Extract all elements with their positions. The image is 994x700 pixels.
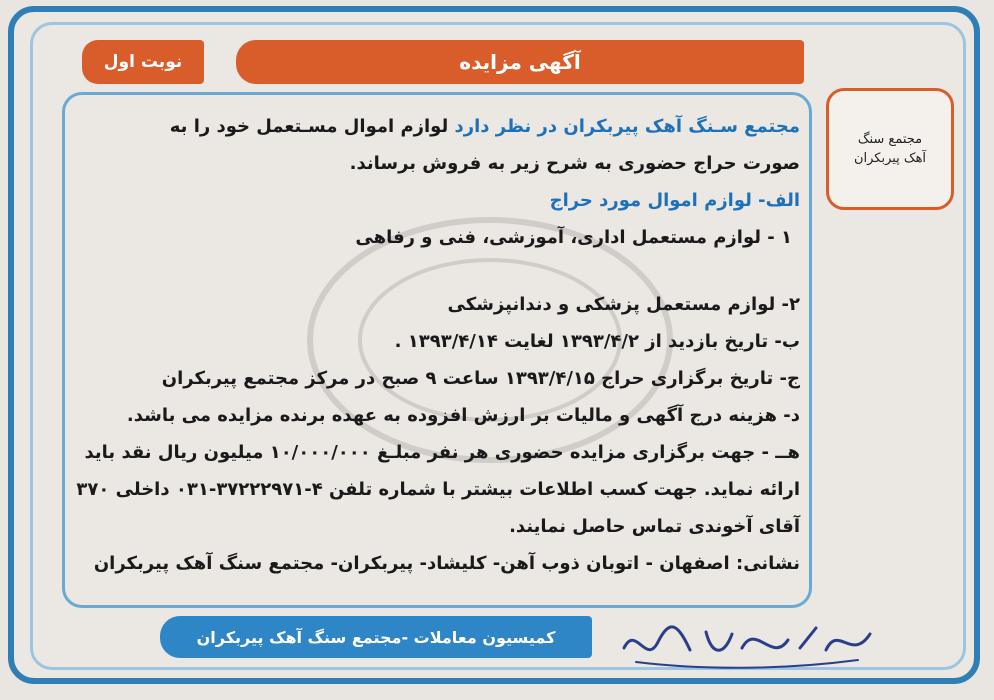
- org-box: [826, 88, 954, 210]
- item-1: ۱ - لوازم مستعمل اداری، آموزشی، فنی و رفاهی: [355, 227, 792, 248]
- intro-highlight: مجتمع سـنگ آهک پیربکران در نظر دارد: [454, 116, 800, 137]
- clause-d: د- هزینه درج آگهی و مالیات بر ارزش افزوده به عهده برنده مزایده می باشد.: [126, 405, 800, 426]
- clause-j: ج- تاریخ برگزاری حراج ۱۳۹۳/۴/۱۵ ساعت ۹ صبح در مرکز مجتمع پیربکران: [161, 368, 800, 389]
- turn-badge: [82, 40, 204, 84]
- intro-line-1: [60, 108, 800, 145]
- intro-rest: لوازم اموال مسـتعمل خود را به: [169, 116, 449, 137]
- clause-b: ب- تاریخ بازدید از ۱۳۹۳/۴/۲ لغایت ۱۳۹۳/۴/۱۴ .: [394, 331, 800, 352]
- item-2: ۲- لوازم مستعمل پزشکی و دندانپزشکی: [447, 294, 800, 315]
- ad-title: آگهی مزایده: [459, 50, 581, 74]
- handwritten-signature-icon: [612, 604, 882, 676]
- turn-label: نوبت اول: [103, 52, 183, 72]
- clause-h-3: آقای آخوندی تماس حاصل نمایند.: [509, 516, 800, 537]
- org-name: مجتمع سنگ آهک پیربکران: [853, 131, 927, 166]
- address: نشانی: اصفهان - اتوبان ذوب آهن- کلیشاد- پیربکران- مجتمع سنگ آهک پیربکران: [93, 553, 800, 574]
- footer-text: کمیسیون معاملات -مجتمع سنگ آهک پیربکران: [196, 627, 556, 647]
- section-a-title: الف- لوازم اموال مورد حراج: [549, 190, 800, 211]
- clause-h-1: هــ - جهت برگزاری مزایده حضوری هر نفر مبلـغ ۱۰/۰۰۰/۰۰۰ میلیون ریال نقد باید: [84, 442, 800, 463]
- header-bar: [236, 40, 804, 84]
- clause-h-2: ارائه نماید. جهت کسب اطلاعات بیشتر با شماره تلفن ۴-۳۷۲۲۲۹۷۱-۰۳۱ داخلی ۳۷۰: [76, 479, 800, 500]
- footer-bar: [160, 616, 592, 658]
- intro-line-2: صورت حراج حضوری به شرح زیر به فروش برساند.: [349, 153, 800, 174]
- ad-body: [60, 108, 800, 582]
